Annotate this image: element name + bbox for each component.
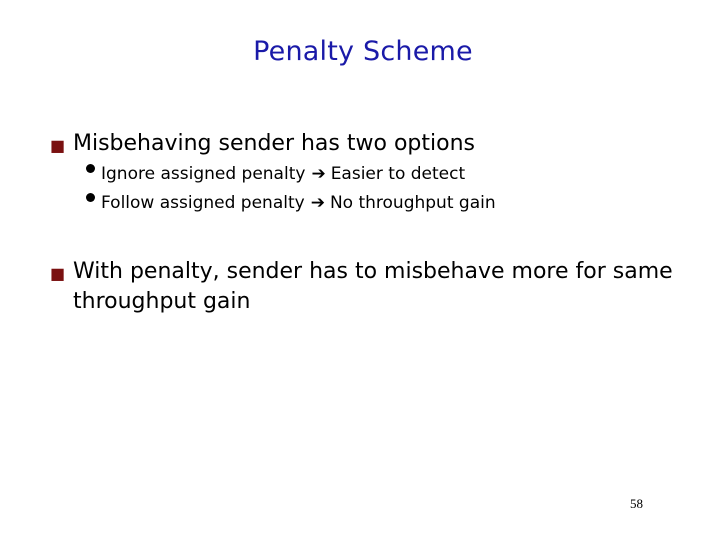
bullet-text-continuation: throughput gain xyxy=(73,289,251,314)
square-bullet-icon: ■ xyxy=(50,136,66,155)
page-number: 58 xyxy=(630,496,643,511)
sub-bullet-item xyxy=(86,164,465,184)
sub-bullet-text: Ignore assigned penalty xyxy=(101,164,306,184)
bullet-text: Misbehaving sender has two options xyxy=(73,131,475,156)
round-bullet-icon xyxy=(86,164,95,173)
sub-bullet-item xyxy=(86,193,496,213)
round-bullet-icon xyxy=(86,193,95,202)
square-bullet-icon: ■ xyxy=(50,264,66,283)
bullet-text: With penalty, sender has to misbehave more for same xyxy=(73,259,673,284)
sub-bullet-result: No throughput gain xyxy=(329,193,496,213)
right-arrow-icon: ➔ xyxy=(310,193,325,213)
sub-bullet-text: Follow assigned penalty xyxy=(101,193,305,213)
slide-title: Penalty Scheme xyxy=(253,36,473,67)
sub-bullet-result: Easier to detect xyxy=(330,164,466,184)
right-arrow-icon: ➔ xyxy=(311,164,326,184)
